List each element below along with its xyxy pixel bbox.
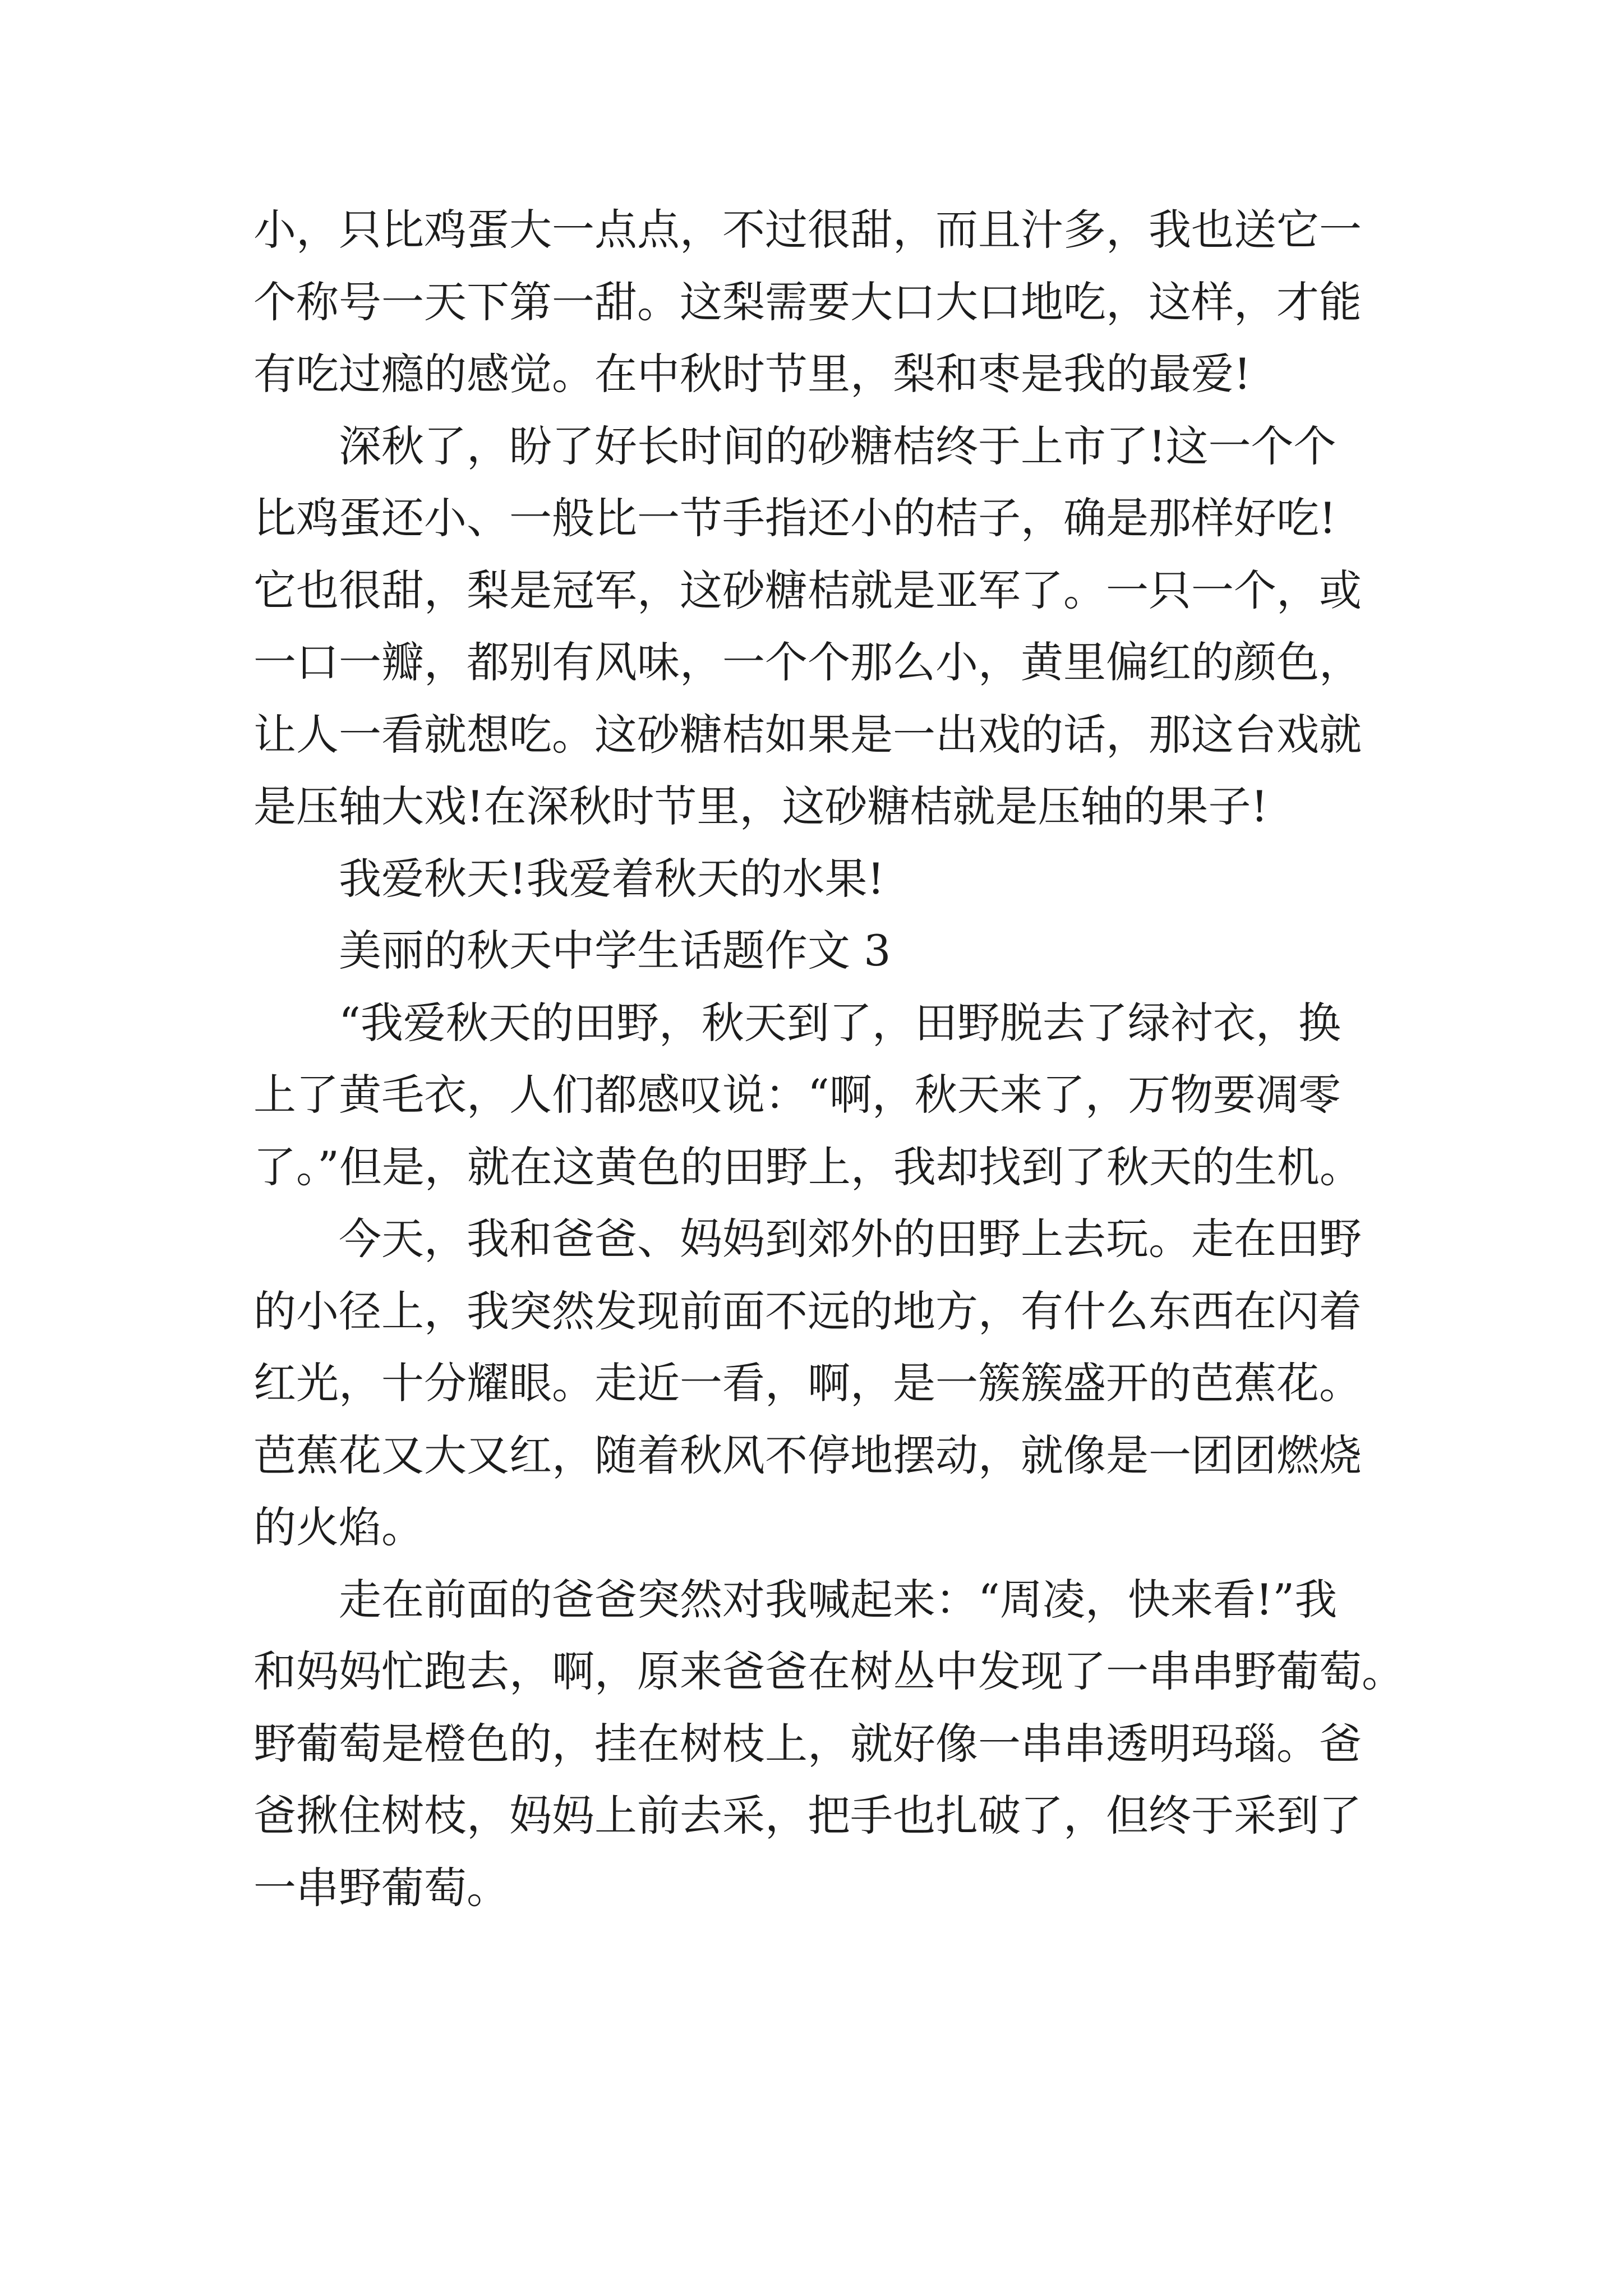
text-line: 比鸡蛋还小、一般比一节手指还小的桔子，确是那样好吃! — [253, 493, 1336, 543]
text-line: 爸揪住树枝，妈妈上前去采，把手也扎破了，但终于采到了 — [253, 1791, 1362, 1841]
text-line: 和妈妈忙跑去，啊，原来爸爸在树丛中发现了一串串野葡萄。 — [253, 1646, 1404, 1696]
text-line: 我爱秋天!我爱着秋天的水果! — [339, 853, 885, 904]
text-line: 走在前面的爸爸突然对我喊起来：“周凌，快来看!”我 — [339, 1574, 1338, 1625]
text-line: 深秋了，盼了好长时间的砂糖桔终于上市了!这一个个 — [339, 421, 1336, 471]
text-line: 的小径上，我突然发现前面不远的地方，有什么东西在闪着 — [253, 1286, 1362, 1336]
text-line: 的火焰。 — [253, 1502, 424, 1552]
text-line: 了。”但是，就在这黄色的田野上，我却找到了秋天的生机。 — [253, 1142, 1362, 1192]
text-line: 是压轴大戏!在深秋时节里，这砂糖桔就是压轴的果子! — [253, 781, 1269, 831]
text-line: 上了黄毛衣，人们都感叹说：“啊，秋天来了，万物要凋零 — [253, 1070, 1341, 1120]
text-line: “我爱秋天的田野，秋天到了，田野脱去了绿衬衣，换 — [339, 997, 1341, 1048]
text-line: 芭蕉花又大又红，随着秋风不停地摆动，就像是一团团燃烧 — [253, 1430, 1362, 1480]
text-line: 有吃过瘾的感觉。在中秋时节里，梨和枣是我的最爱! — [253, 349, 1251, 399]
text-line: 红光，十分耀眼。走近一看，啊，是一簇簇盛开的芭蕉花。 — [253, 1358, 1362, 1408]
document-body — [253, 194, 1404, 1924]
text-line: 小，只比鸡蛋大一点点，不过很甜，而且汁多，我也送它一 — [253, 205, 1362, 255]
text-line: 让人一看就想吃。这砂糖桔如果是一出戏的话，那这台戏就 — [253, 709, 1362, 760]
text-line: 它也很甜，梨是冠军，这砂糖桔就是亚军了。一只一个，或 — [253, 565, 1362, 615]
text-line: 一串野葡萄。 — [253, 1862, 509, 1913]
section-heading: 美丽的秋天中学生话题作文 3 — [339, 926, 891, 976]
text-line: 今天，我和爸爸、妈妈到郊外的田野上去玩。走在田野 — [339, 1214, 1362, 1264]
text-line: 一口一瓣，都别有风味，一个个那么小，黄里偏红的颜色， — [253, 637, 1362, 687]
text-line: 野葡萄是橙色的，挂在树枝上，就好像一串串透明玛瑙。爸 — [253, 1718, 1362, 1769]
text-line: 个称号一天下第一甜。这梨需要大口大口地吃，这样，才能 — [253, 277, 1362, 327]
